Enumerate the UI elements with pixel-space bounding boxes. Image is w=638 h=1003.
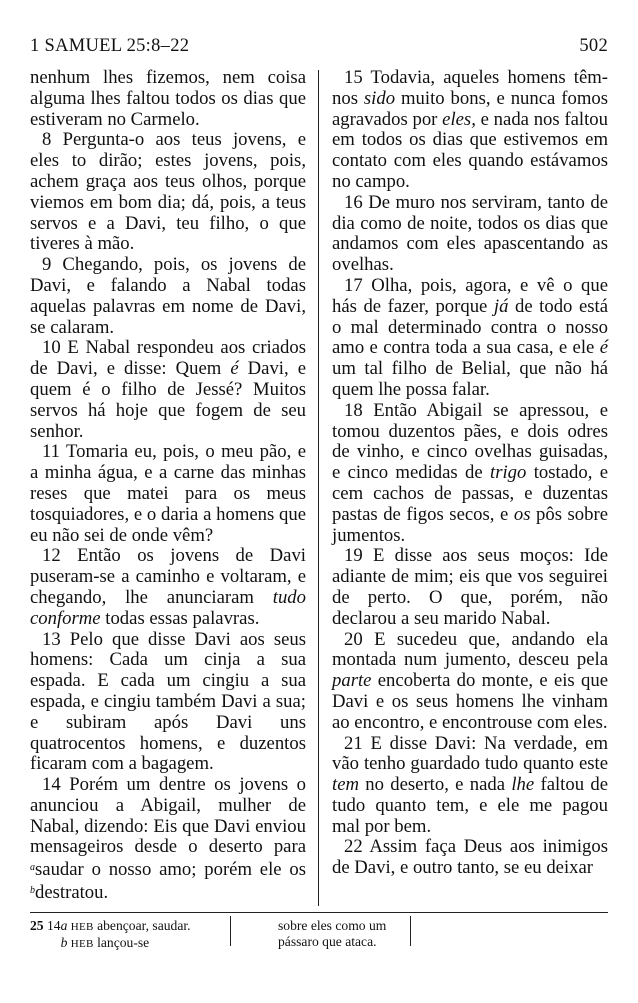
page-number: 502 (579, 36, 608, 56)
verse-paragraph: 19 E disse aos seus moços: Ide adiante de mim; eis que vos seguirei de perto. O que, porém, não declarou a seu marido Nabal. (332, 545, 608, 629)
verse-paragraph: 13 Pelo que disse Davi aos seus homens: Cada um cinja a sua espada. E cada um cingiu a sua espada, e cingiu também Davi a sua; e subiram após Davi uns quatrocentos homens, e duzentos ficaram com a bagagem. (30, 628, 306, 775)
footnote-divider (30, 912, 608, 913)
footnote-separator (230, 916, 231, 946)
footnote-left: 25 14a HEB abençoar, saudar. b HEB lançou-se (30, 918, 191, 950)
verse-paragraph: 17 Olha, pois, agora, e vê o que hás de fazer, porque já de todo está o mal determinado contra o nosso amo e contra toda a sua casa, e ele é um tal filho de Belial, que não há quem lhe possa falar. (332, 274, 608, 400)
verse-paragraph: 20 E sucedeu que, andando ela montada num jumento, desceu pela parte encoberta do monte, e eis que Davi e os seus homens lhe vinham ao encontro, e encontrouse com eles. (332, 628, 608, 733)
verse-paragraph: 9 Chegando, pois, os jovens de Davi, e falando a Nabal todas aquelas palavras em nome de Davi, se calaram. (30, 254, 306, 338)
verse-paragraph: nenhum lhes fizemos, nem coisa alguma lhes faltou todos os dias que estiveram no Carmelo. (30, 67, 306, 130)
right-text-column (332, 68, 608, 879)
verse-paragraph: 21 E disse Davi: Na verdade, em vão tenho guardado tudo quanto este tem no deserto, e nada lhe faltou de tudo quanto tem, e ele me pagou mal por bem. (332, 732, 608, 837)
verse-paragraph: 14 Porém um dentre os jovens o anunciou a Abigail, mulher de Nabal, dizendo: Eis que Davi enviou mensageiros desde o deserto para $^a$saudar o nosso amo; porém ele os $^b$destratou. (30, 774, 306, 904)
left-text-column (30, 68, 306, 904)
verse-paragraph: 16 De muro nos serviram, tanto de dia como de noite, todos os dias que andamos com eles apascentando as ovelhas. (332, 191, 608, 276)
running-header (30, 36, 608, 60)
chapter-reference: 1 SAMUEL 25:8–22 (30, 36, 190, 56)
verse-paragraph: 8 Pergunta-o aos teus jovens, e eles to dirão; estes jovens, pois, achem graça aos teus olhos, porque viemos em bom dia; dá, pois, a teus servos e a Davi, teu filho, o que tiveres à mão. (30, 129, 306, 255)
verse-paragraph: 15 Todavia, aqueles homens têm-nos sido muito bons, e nunca fomos agravados por eles, e nada nos faltou em todos os dias que estivemos em contato com eles quando estávamos no campo. (332, 67, 608, 192)
verse-paragraph: 12 Então os jovens de Davi puseram-se a caminho e voltaram, e chegando, lhe anunciaram tudo conforme todas essas palavras. (30, 545, 306, 629)
column-divider (318, 70, 319, 906)
verse-paragraph: 22 Assim faça Deus aos inimigos de Davi, e outro tanto, se eu deixar (332, 836, 608, 879)
verse-paragraph: 10 E Nabal respondeu aos criados de Davi, e disse: Quem é Davi, e quem é o filho de Jessé? Muitos servos há hoje que fogem de seu senhor. (30, 337, 306, 442)
verse-paragraph: 18 Então Abigail se apressou, e tomou duzentos pães, e dois odres de vinho, e cinco ovelhas guisadas, e cinco medidas de trigo tostado, e cem cachos de passas, e duzentas pastas de figos secos, e os pôs sobre jumentos. (332, 399, 608, 546)
footnote-separator (410, 916, 411, 946)
footnote-right: sobre eles como um pássaro que ataca. (278, 918, 387, 949)
verse-paragraph: 11 Tomaria eu, pois, o meu pão, e a minha água, e a carne das minhas reses que matei para os meus tosquiadores, e o daria a homens que eu não sei de onde vêm? (30, 441, 306, 546)
